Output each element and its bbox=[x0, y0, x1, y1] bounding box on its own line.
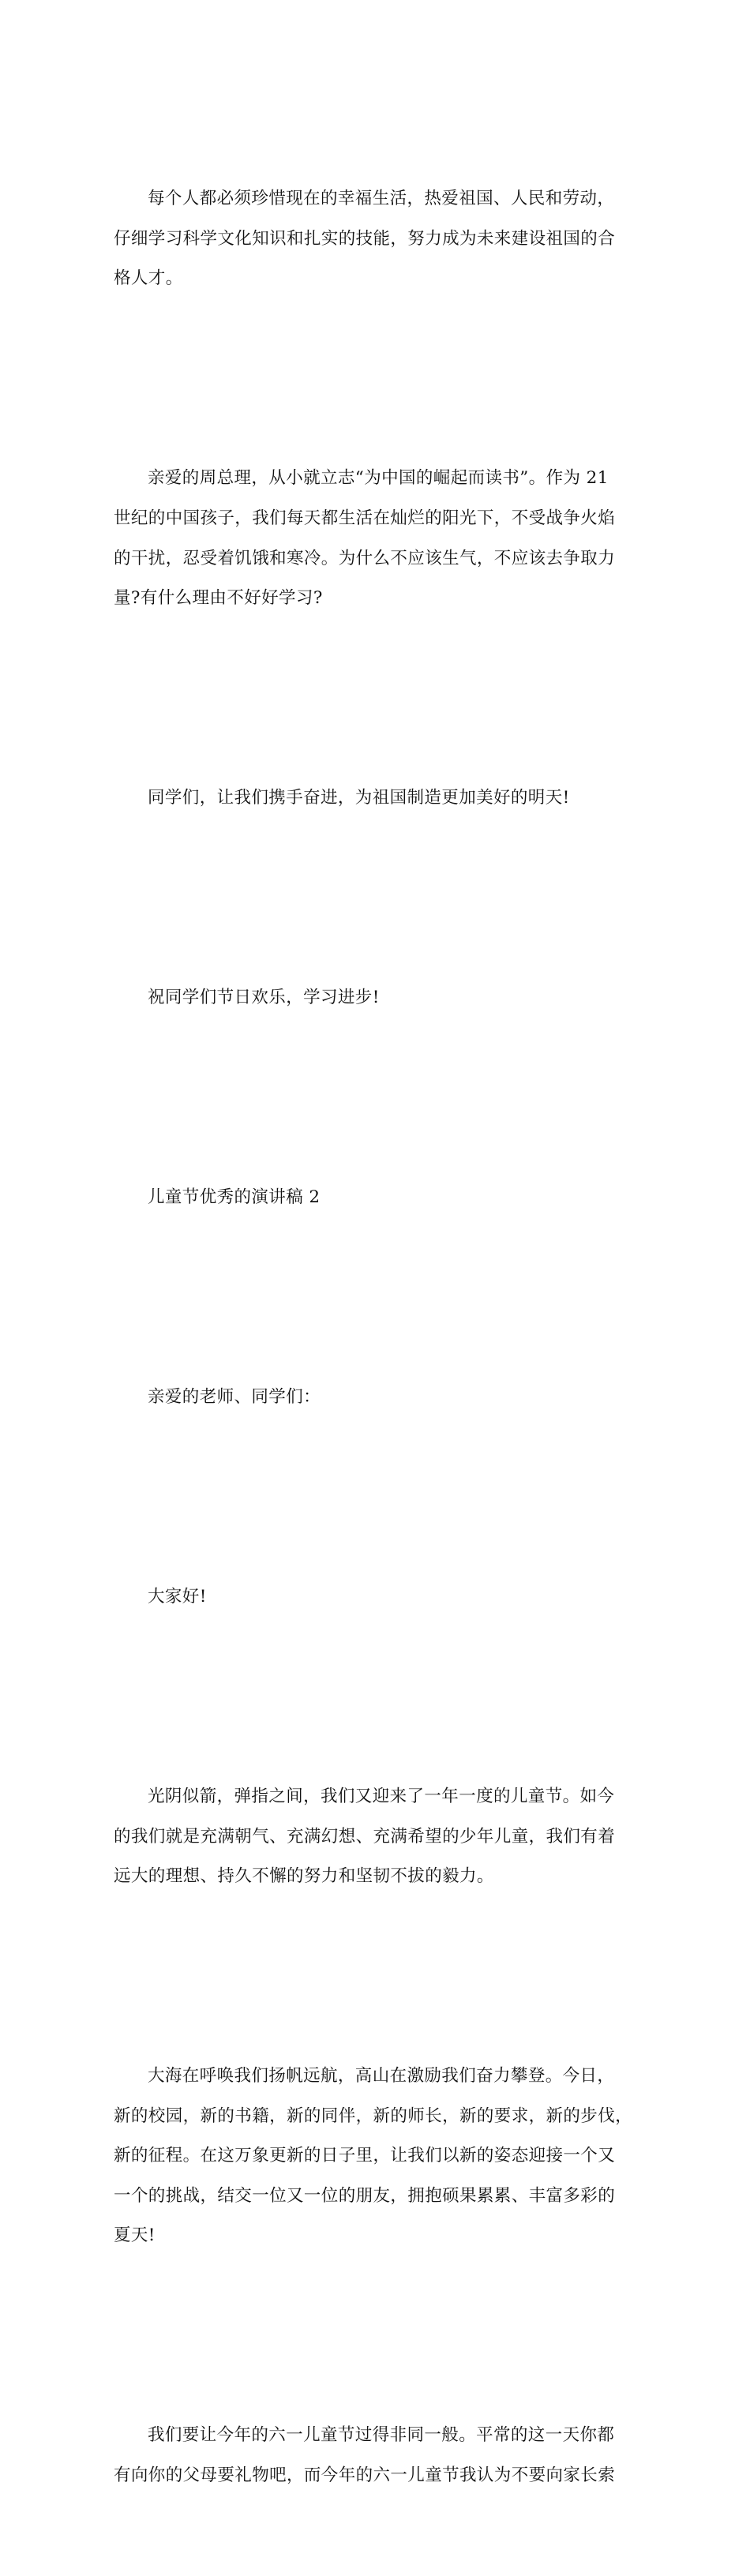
paragraph-line: 仔细学习科学文化知识和扎实的技能，努力成为未来建设祖国的合 bbox=[114, 228, 616, 249]
paragraph-line: 夏天! bbox=[114, 2225, 156, 2246]
paragraph-line: 亲爱的周总理，从小就立志“为中国的崛起而读书”。作为 21 bbox=[148, 468, 609, 489]
paragraph bbox=[114, 699, 658, 898]
paragraph-line: 一个的挑战，结交一位又一位的朋友，拥抱硕果累累、丰富多彩的 bbox=[114, 2185, 616, 2206]
paragraph-line: 大家好! bbox=[148, 1586, 207, 1607]
paragraph-line: 的干扰，忍受着饥饿和寒冷。为什么不应该生气，不应该去争取力 bbox=[114, 548, 616, 568]
paragraph-line: 光阴似箭，弹指之间，我们又迎来了一年一度的儿童节。如今 bbox=[148, 1786, 615, 1806]
paragraph-line: 我们要让今年的六一儿童节过得非同一般。平常的这一天你都 bbox=[148, 2425, 615, 2446]
paragraph-line: 量?有什么理由不好好学习? bbox=[114, 588, 323, 609]
greeting bbox=[114, 1498, 658, 1697]
paragraph bbox=[114, 2336, 658, 2576]
paragraph bbox=[114, 1977, 658, 2336]
paragraph-line: 新的校园，新的书籍，新的同伴，新的师长，新的要求，新的步伐， bbox=[114, 2105, 633, 2126]
paragraph-line: 亲爱的老师、同学们： bbox=[148, 1387, 321, 1407]
paragraph-line: 的我们就是充满朝气、充满幻想、充满希望的少年儿童，我们有着 bbox=[114, 1826, 616, 1847]
paragraph-line: 大海在呼唤我们扬帆远航，高山在激励我们奋力攀登。今日， bbox=[148, 2066, 615, 2087]
paragraph-line: 每个人都必须珍惜现在的幸福生活，热爱祖国、人民和劳动， bbox=[148, 189, 615, 209]
document-body bbox=[114, 99, 658, 2576]
salutation bbox=[114, 1298, 658, 1498]
paragraph bbox=[114, 1697, 658, 1977]
paragraph-line: 新的征程。在这万象更新的日子里，让我们以新的姿态迎接一个又 bbox=[114, 2146, 616, 2166]
paragraph-line: 远大的理想、持久不懈的努力和坚韧不拔的毅力。 bbox=[114, 1866, 494, 1887]
paragraph-line: 祝同学们节日欢乐，学习进步! bbox=[148, 988, 380, 1008]
paragraph bbox=[114, 379, 658, 699]
section-heading bbox=[114, 1098, 658, 1298]
paragraph bbox=[114, 898, 658, 1098]
paragraph-line: 世纪的中国孩子，我们每天都生活在灿烂的阳光下，不受战争火焰 bbox=[114, 508, 616, 528]
paragraph-line: 儿童节优秀的演讲稿 2 bbox=[148, 1187, 321, 1208]
paragraph bbox=[114, 99, 658, 379]
paragraph-line: 有向你的父母要礼物吧，而今年的六一儿童节我认为不要向家长索 bbox=[114, 2465, 616, 2486]
paragraph-line: 同学们，让我们携手奋进，为祖国制造更加美好的明天! bbox=[148, 788, 570, 808]
paragraph-line: 格人才。 bbox=[114, 268, 183, 289]
